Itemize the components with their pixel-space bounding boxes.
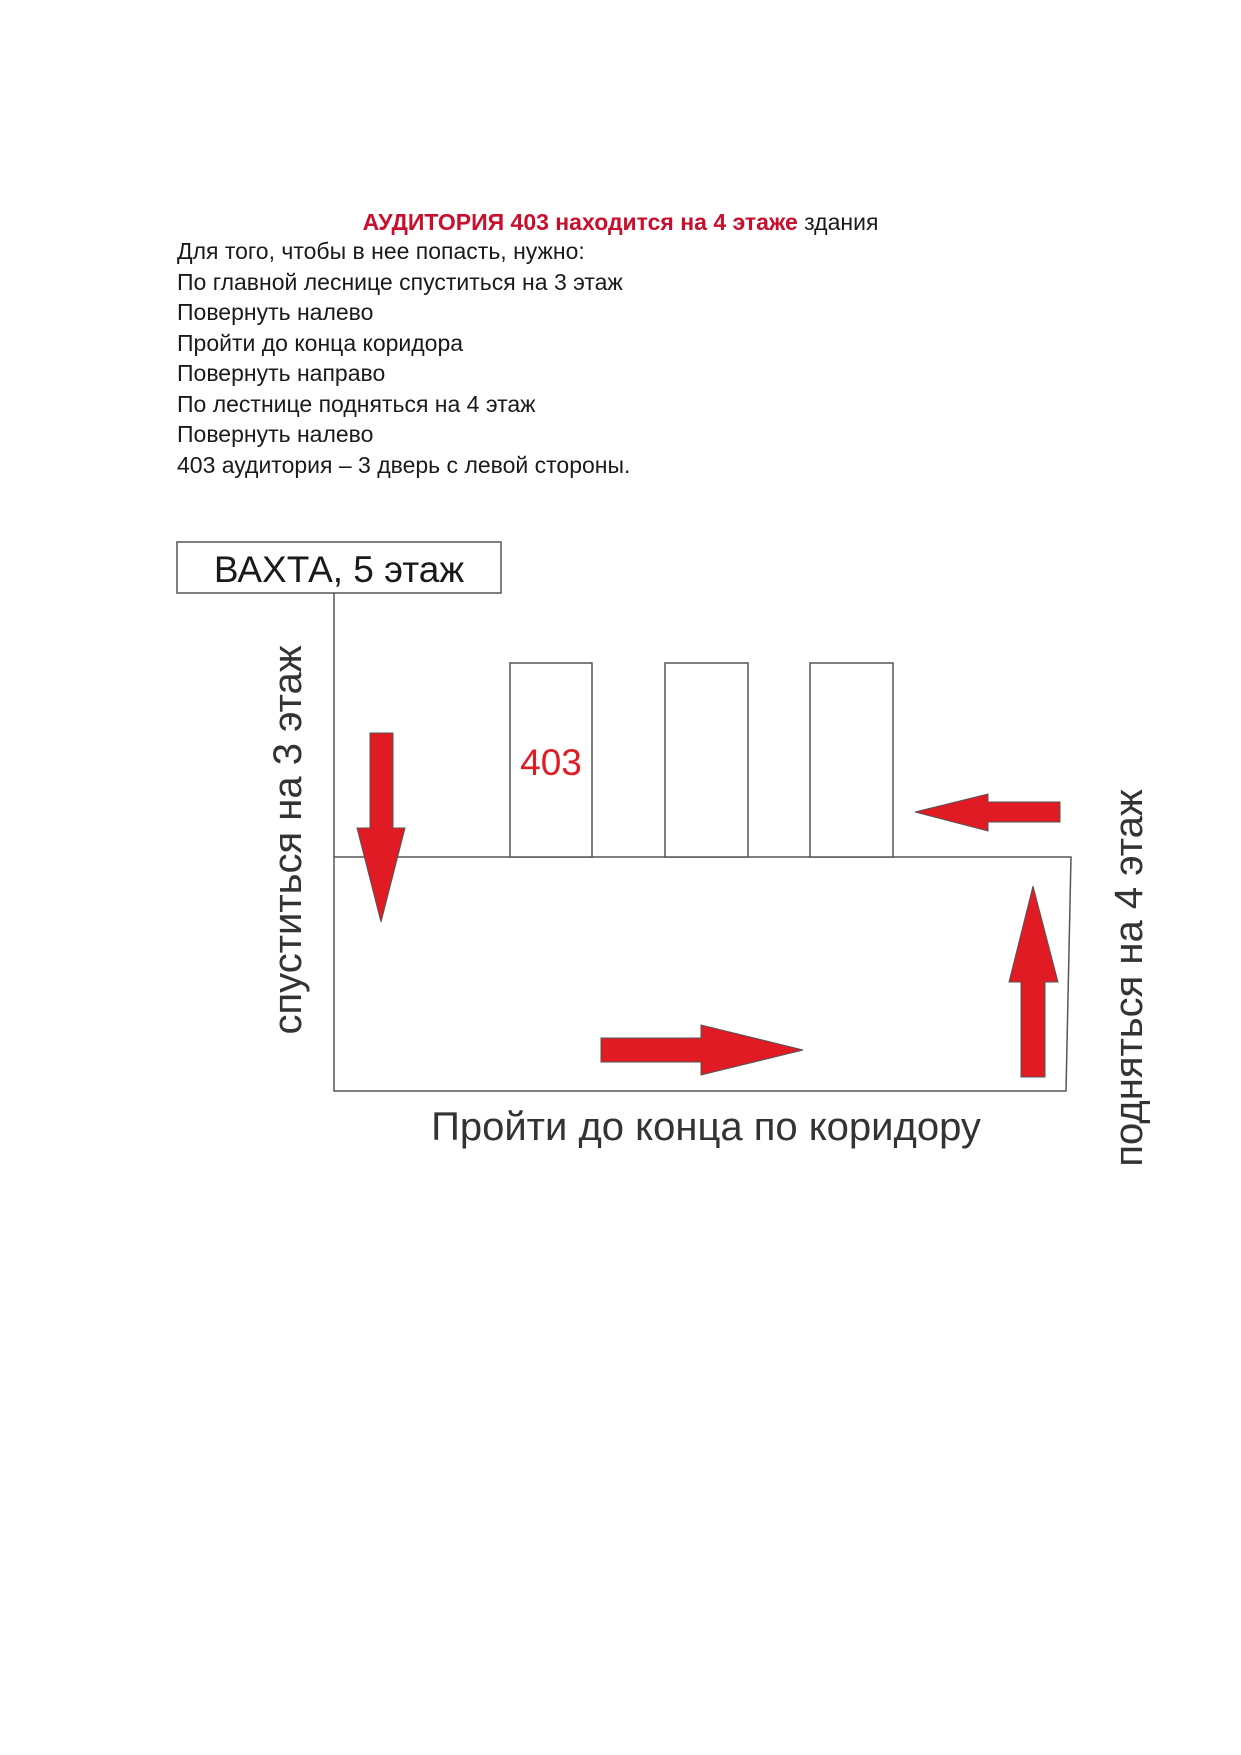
vahta-label: ВАХТА, 5 этаж bbox=[213, 549, 465, 590]
title-rest: здания bbox=[804, 209, 879, 235]
bottom-label: Пройти до конца по коридору bbox=[431, 1105, 981, 1149]
arrow-down-icon bbox=[357, 733, 405, 922]
instruction-line: 403 аудитория – 3 дверь с левой стороны. bbox=[177, 451, 631, 478]
room bbox=[665, 663, 748, 857]
instruction-line: По главной леснице спуститься на 3 этаж bbox=[177, 268, 623, 295]
instruction-line: Повернуть налево bbox=[177, 421, 374, 447]
arrow-up-icon bbox=[1009, 886, 1058, 1077]
instruction-line: Для того, чтобы в нее попасть, нужно: bbox=[177, 238, 585, 264]
left-label: спуститься на 3 этаж bbox=[266, 645, 310, 1035]
instruction-line: Повернуть налево bbox=[177, 299, 374, 325]
instruction-line: По лестнице подняться на 4 этаж bbox=[177, 390, 536, 417]
room bbox=[810, 663, 893, 857]
instruction-line: Пройти до конца коридора bbox=[177, 329, 464, 356]
instruction-line: Повернуть направо bbox=[177, 360, 386, 386]
title-highlight: АУДИТОРИЯ 403 находится на 4 этаже bbox=[362, 209, 798, 235]
arrow-left-icon bbox=[915, 794, 1060, 831]
room-number: 403 bbox=[520, 742, 582, 783]
right-label: подняться на 4 этаж bbox=[1107, 789, 1151, 1167]
arrow-right-icon bbox=[601, 1025, 803, 1075]
